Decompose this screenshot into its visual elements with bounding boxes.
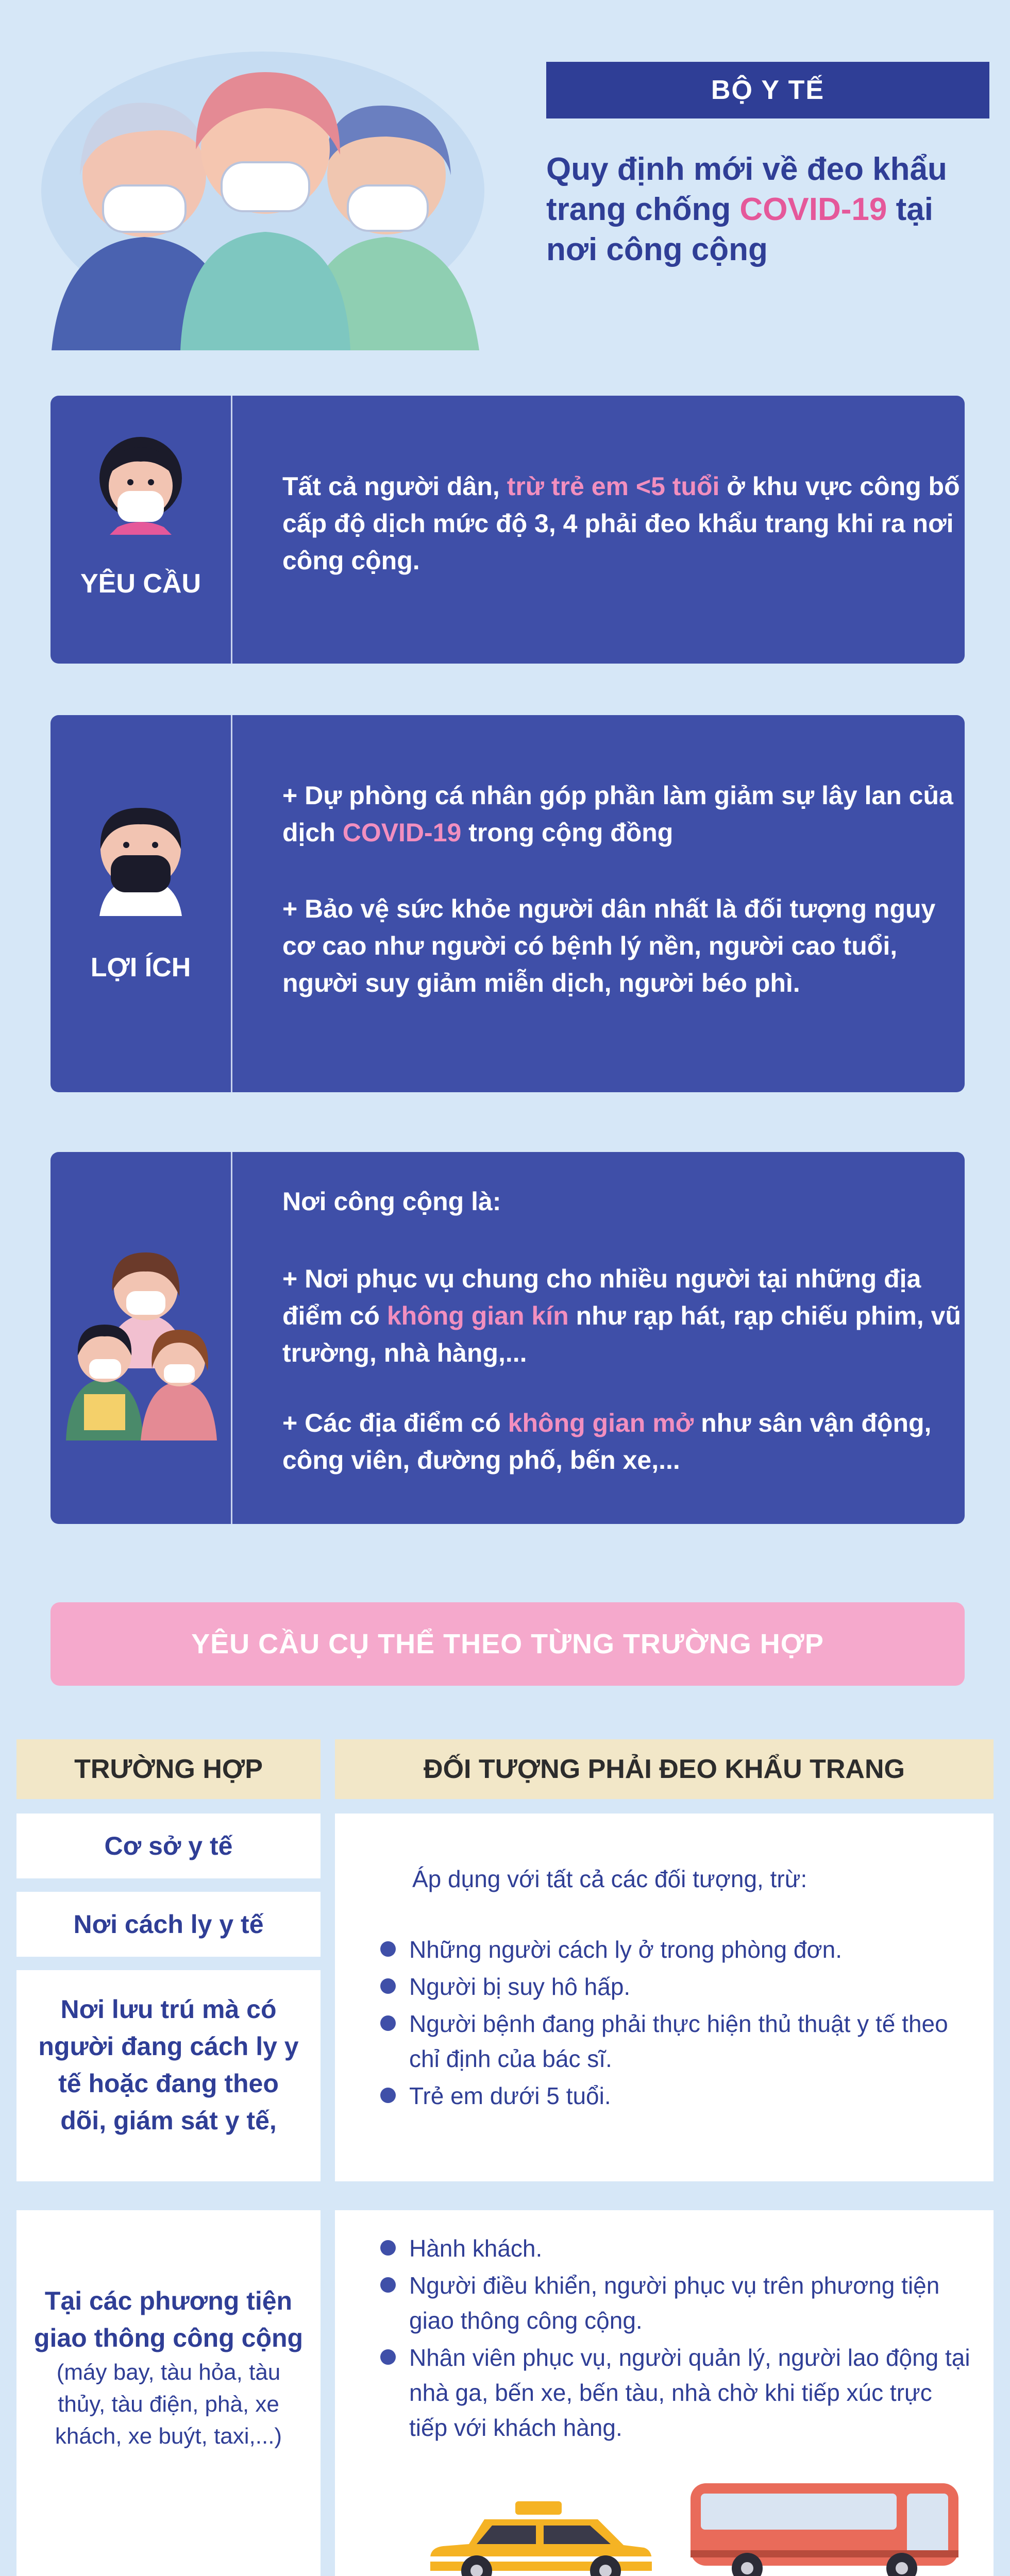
row2-subjects	[335, 2210, 994, 2576]
requirement-icon-column	[50, 396, 232, 664]
benefit-point-2: + Bảo vệ sức khỏe người dân nhất là đối tượng nguy cơ cao như người có bệnh lý nền, người cao tuổi, người suy giảm miễn dịch, người béo phì.	[282, 894, 936, 997]
bus-icon	[685, 2478, 974, 2576]
list-item: Người bị suy hô hấp.	[380, 1969, 973, 2004]
taxi-icon	[428, 2499, 654, 2576]
benefit-point-1: + Dự phòng cá nhân góp phần làm giảm sự lây lan của dịch COVID-19 trong cộng đồng	[282, 781, 953, 847]
list-item: Người điều khiển, người phục vụ trên phương tiện giao thông công cộng.	[380, 2268, 973, 2338]
table-header-subjects: ĐỐI TƯỢNG PHẢI ĐEO KHẨU TRANG	[335, 1739, 994, 1799]
requirement-text: Tất cả người dân, trừ trẻ em <5 tuổi ở khu vực công bố cấp độ dịch mức độ 3, 4 phải đeo khẩu trang khi ra nơi công cộng.	[282, 472, 960, 575]
requirement-highlight: trừ trẻ em <5 tuổi	[507, 472, 720, 501]
row1-subjects	[335, 1814, 994, 2181]
row1-intro: Áp dụng với tất cả các đối tượng, trừ:	[412, 1866, 807, 1892]
case-examples: (máy bay, tàu hỏa, tàu thủy, tàu điện, phà, xe khách, xe buýt, taxi,...)	[55, 2360, 282, 2449]
case-title: Tại các phương tiện giao thông công cộng	[33, 2286, 304, 2352]
public-places-open: + Các địa điểm có không gian mở như sân vận động, công viên, đường phố, bến xe,...	[282, 1409, 932, 1475]
row1-exemption-list	[380, 1932, 973, 2115]
public-places-closed: + Nơi phục vụ chung cho nhiều người tại những địa điểm có không gian kín như rạp hát, rạp chiếu phim, vũ trường, nhà hàng,...	[282, 1264, 961, 1367]
row2-list	[380, 2231, 973, 2447]
family-icon-column	[50, 1152, 232, 1524]
benefit-label: LỢI ÍCH	[90, 953, 191, 982]
masked-man-icon	[89, 798, 192, 916]
title-highlight: COVID-19	[739, 192, 887, 227]
case-home-quarantine: Nơi lưu trú mà có người đang cách ly y tế hoặc đang theo dõi, giám sát y tế,	[16, 1970, 321, 2181]
ministry-tag: BỘ Y TẾ	[546, 62, 989, 118]
family-masks-icon	[63, 1240, 218, 1440]
table-header-case: TRƯỜNG HỢP	[16, 1739, 321, 1799]
benefit-highlight: COVID-19	[342, 818, 462, 847]
list-item: Người bệnh đang phải thực hiện thủ thuật y tế theo chỉ định của bác sĩ.	[380, 2006, 973, 2076]
case-quarantine-area: Nơi cách ly y tế	[16, 1892, 321, 1957]
list-item: Những người cách ly ở trong phòng đơn.	[380, 1932, 973, 1967]
list-item: Trẻ em dưới 5 tuổi.	[380, 2078, 973, 2113]
closed-space-highlight: không gian kín	[386, 1301, 569, 1330]
case-public-transport	[16, 2210, 321, 2576]
requirement-card	[50, 396, 965, 664]
people-masks-illustration	[31, 21, 495, 350]
public-places-intro: Nơi công cộng là:	[282, 1187, 501, 1216]
page-title: Quy định mới về đeo khẩu trang chống COVID-19 tại nơi công cộng	[546, 151, 947, 267]
list-item: Hành khách.	[380, 2231, 973, 2266]
requirement-label: YÊU CẦU	[80, 569, 201, 599]
benefit-card	[50, 715, 965, 1092]
public-places-card	[50, 1152, 965, 1524]
section-banner: YÊU CẦU CỤ THỂ THEO TỪNG TRƯỜNG HỢP	[50, 1602, 965, 1686]
masked-woman-icon	[94, 432, 187, 535]
case-health-facility: Cơ sở y tế	[16, 1814, 321, 1878]
open-space-highlight: không gian mở	[508, 1409, 694, 1437]
benefit-icon-column	[50, 715, 232, 1092]
list-item: Nhân viên phục vụ, người quản lý, người lao động tại nhà ga, bến xe, bến tàu, nhà chờ khi tiếp xúc trực tiếp với khách hàng.	[380, 2340, 973, 2445]
